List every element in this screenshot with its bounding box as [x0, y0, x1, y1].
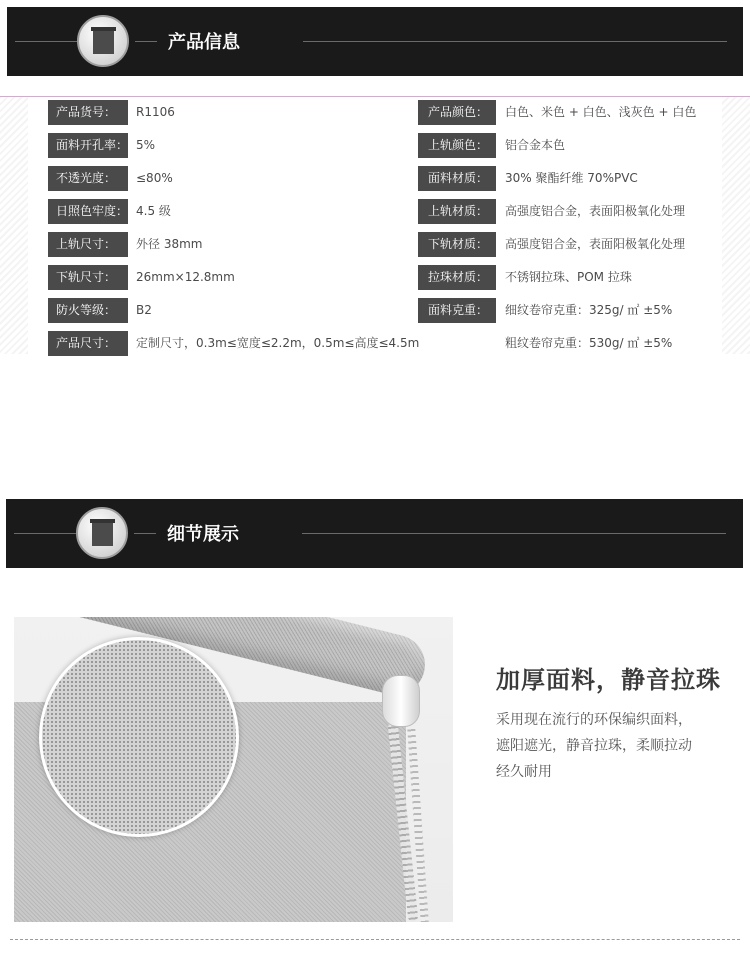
spec-value: B2 [136, 303, 152, 317]
spec-value: 30% 聚酯纤维 70%PVC [505, 171, 638, 185]
section-header-detail-show [6, 499, 743, 568]
fabric-zoom-circle [39, 637, 239, 837]
spec-value: 不锈钢拉珠、POM 拉珠 [505, 270, 632, 284]
spec-label: 面料开孔率： [48, 133, 128, 158]
spec-label: 上轨材质： [418, 199, 496, 224]
spec-value: 4.5 级 [136, 204, 171, 218]
detail-text-line: 经久耐用 [496, 764, 552, 780]
divider [135, 41, 157, 42]
section-title: 细节展示 [167, 524, 239, 545]
detail-heading: 加厚面料，静音拉珠 [496, 666, 721, 694]
divider [14, 533, 78, 534]
spec-value: 铝合金本色 [505, 138, 566, 152]
spec-label: 不透光度： [48, 166, 128, 191]
spec-value: 粗纹卷帘克重：530g/ ㎡ ±5% [505, 336, 673, 350]
divider [303, 41, 727, 42]
spec-value: 外径 38mm [136, 237, 203, 251]
divider [302, 533, 726, 534]
spec-value: 高强度铝合金，表面阳极氧化处理 [505, 204, 686, 218]
product-detail-photo [14, 617, 453, 922]
spec-label: 产品颜色： [418, 100, 496, 125]
spec-label: 面料克重： [418, 298, 496, 323]
detail-text-line: 采用现在流行的环保编织面料， [496, 712, 692, 728]
spec-label: 下轨尺寸： [48, 265, 128, 290]
spec-value: 白色、米色 + 白色、浅灰色 + 白色 [505, 105, 697, 119]
spec-value: 26mm×12.8mm [136, 270, 235, 284]
detail-text-line: 遮阳遮光，静音拉珠，柔顺拉动 [496, 738, 692, 754]
spec-label: 拉珠材质： [418, 265, 496, 290]
spec-label: 上轨颜色： [418, 133, 496, 158]
spec-panel [28, 97, 722, 354]
spec-value: 5% [136, 138, 156, 152]
spec-label: 产品货号： [48, 100, 128, 125]
blind-icon [76, 507, 128, 559]
spec-value: ≤80% [136, 171, 173, 185]
divider [134, 533, 156, 534]
blind-icon [77, 15, 129, 67]
spec-label: 上轨尺寸： [48, 232, 128, 257]
spec-label: 面料材质： [418, 166, 496, 191]
section-title: 产品信息 [168, 32, 240, 53]
spec-value: 细纹卷帘克重：325g/ ㎡ ±5% [505, 303, 673, 317]
spec-label: 防火等级： [48, 298, 128, 323]
spec-label: 日照色牢度： [48, 199, 128, 224]
spec-label: 下轨材质： [418, 232, 496, 257]
spec-value: 定制尺寸，0.3m≤宽度≤2.2m，0.5m≤高度≤4.5m [136, 336, 420, 350]
spec-table [0, 96, 750, 354]
spec-value: R1106 [136, 105, 175, 119]
divider [10, 939, 740, 940]
spec-label: 产品尺寸： [48, 331, 128, 356]
divider [15, 41, 79, 42]
section-header-product-info [7, 7, 743, 76]
spec-value: 高强度铝合金，表面阳极氧化处理 [505, 237, 686, 251]
roller-end-cap [382, 675, 420, 727]
